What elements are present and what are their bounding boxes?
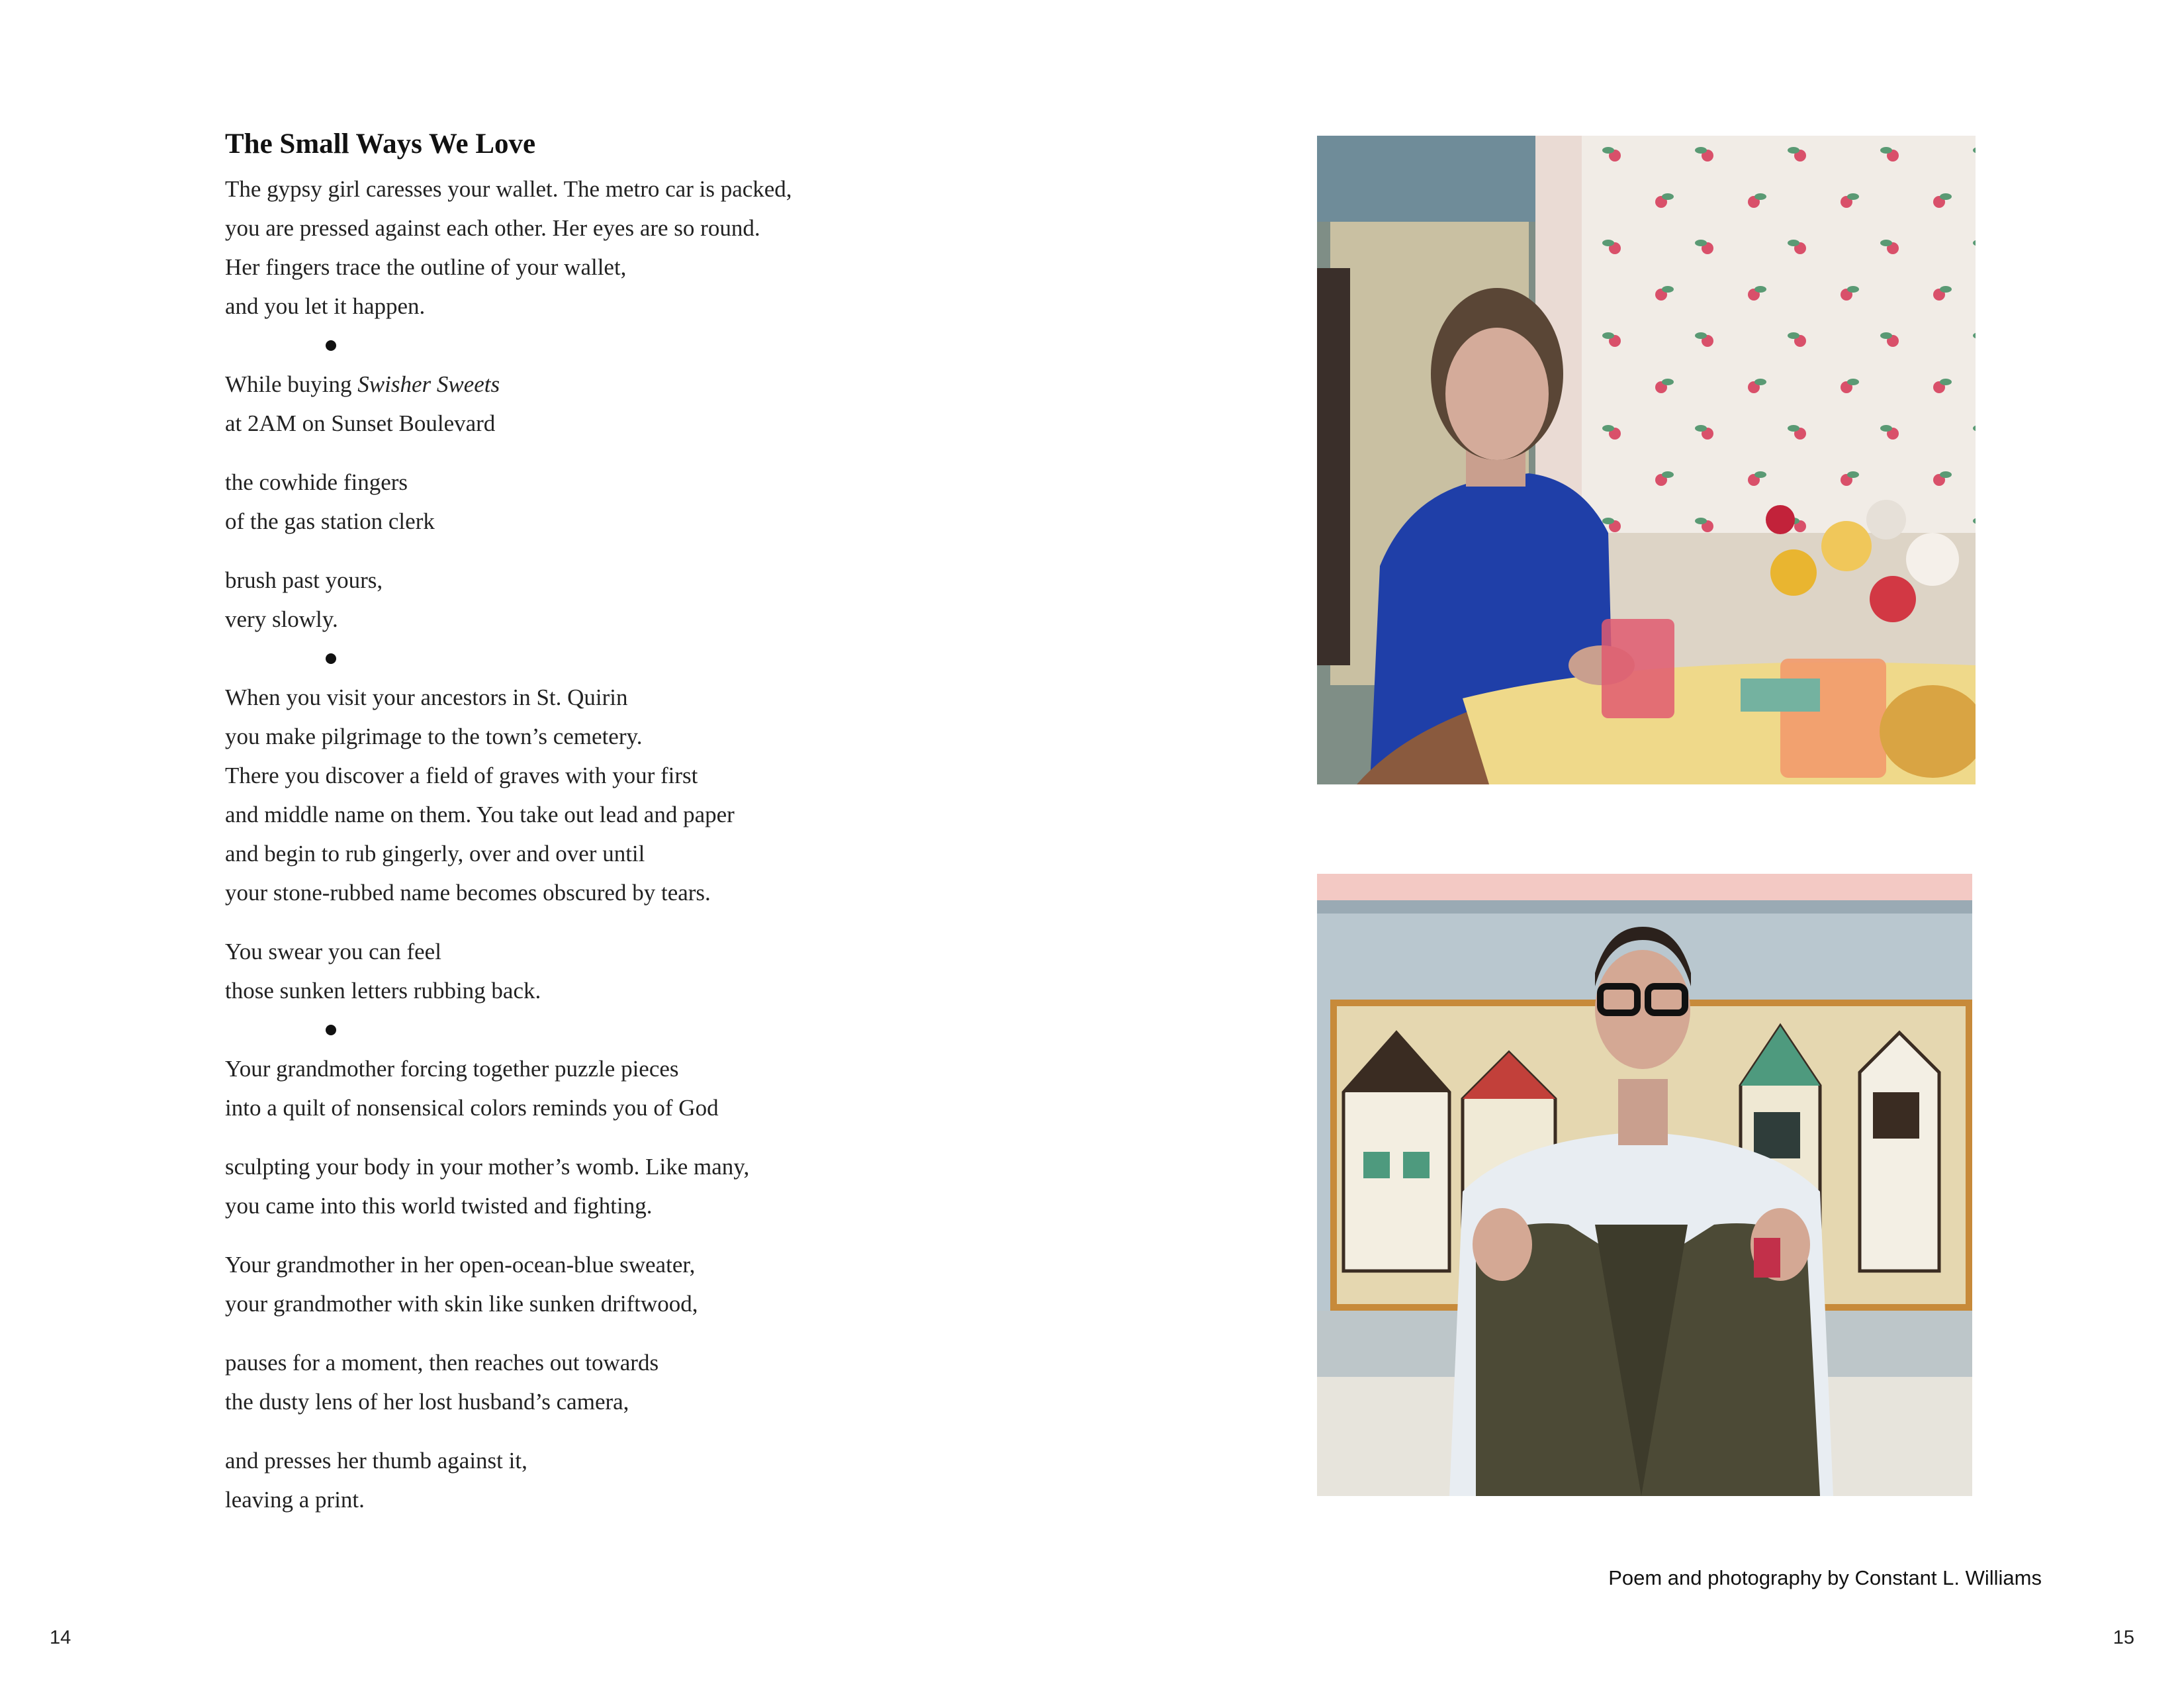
- poem-line: The gypsy girl caresses your wallet. The metro car is packed,: [225, 176, 792, 202]
- poem-line: You swear you can feel: [225, 939, 441, 964]
- poem-line: Your grandmother forcing together puzzle pieces: [225, 1056, 679, 1082]
- poem-line: you make pilgrimage to the town’s cemetery.: [225, 724, 643, 749]
- poem-line: your grandmother with skin like sunken driftwood,: [225, 1291, 698, 1317]
- bullet-dot-icon: [326, 340, 336, 351]
- poem-line: and middle name on them. You take out lead and paper: [225, 802, 735, 827]
- photo-grandmother-image: [1317, 136, 1976, 784]
- poem-line: of the gas station clerk: [225, 508, 435, 534]
- photo-man-with-coat: [1317, 874, 1972, 1496]
- stanza-7: [225, 1049, 953, 1127]
- poem-line: at 2AM on Sunset Boulevard: [225, 410, 496, 436]
- poem-line: and you let it happen.: [225, 293, 426, 319]
- bullet-dot-icon: [326, 1025, 336, 1035]
- poem-line: and presses her thumb against it,: [225, 1448, 527, 1474]
- page-number-left: 14: [50, 1627, 71, 1648]
- poem-line: There you discover a field of graves with your first: [225, 763, 698, 788]
- poem-line-text: While buying: [225, 371, 358, 397]
- photo-grandmother: [1317, 136, 1976, 784]
- poem-line: the dusty lens of her lost husband’s camera,: [225, 1389, 629, 1415]
- poem-title: The Small Ways We Love: [225, 128, 536, 160]
- right-page: [1092, 0, 2184, 1688]
- poem-line: very slowly.: [225, 606, 338, 632]
- poem-line: brush past yours,: [225, 567, 383, 593]
- stanza-9: [225, 1245, 953, 1323]
- poem-line: When you visit your ancestors in St. Quirin: [225, 684, 628, 710]
- poem-line: sculpting your body in your mother’s womb. Like many,: [225, 1154, 750, 1180]
- poem-line: and begin to rub gingerly, over and over until: [225, 841, 645, 867]
- poem-line: those sunken letters rubbing back.: [225, 978, 541, 1004]
- bullet-dot-icon: [326, 653, 336, 664]
- poem-line: you are pressed against each other. Her eyes are so round.: [225, 215, 760, 241]
- stanza-3: [225, 463, 953, 541]
- poem-line: [225, 365, 953, 404]
- stanza-6: [225, 932, 953, 1010]
- poem-line-italic: Swisher Sweets: [357, 371, 500, 397]
- poem-line: your stone-rubbed name becomes obscured by tears.: [225, 880, 711, 906]
- stanza-11: [225, 1441, 953, 1519]
- poem: [225, 124, 953, 1519]
- poem-line: Your grandmother in her open-ocean-blue sweater,: [225, 1252, 696, 1278]
- page-number-right: 15: [2113, 1627, 2134, 1648]
- poem-line: into a quilt of nonsensical colors reminds you of God: [225, 1095, 719, 1121]
- stanza-4: [225, 561, 953, 639]
- photo-man-with-coat-image: [1317, 874, 1972, 1496]
- section-separator: [225, 1010, 953, 1049]
- poem-line: pauses for a moment, then reaches out towards: [225, 1350, 659, 1376]
- poem-line: the cowhide fingers: [225, 469, 408, 495]
- stanza-1: [225, 169, 953, 326]
- stanza-8: [225, 1147, 953, 1225]
- stanza-2: [225, 365, 953, 443]
- photo-credit: Poem and photography by Constant L. Williams: [1608, 1566, 2042, 1589]
- stanza-5: [225, 678, 953, 912]
- section-separator: [225, 639, 953, 678]
- stanza-10: [225, 1343, 953, 1421]
- poem-line: Her fingers trace the outline of your wallet,: [225, 254, 627, 280]
- poem-line: you came into this world twisted and fighting.: [225, 1193, 653, 1219]
- poem-line: leaving a print.: [225, 1487, 365, 1513]
- section-separator: [225, 326, 953, 365]
